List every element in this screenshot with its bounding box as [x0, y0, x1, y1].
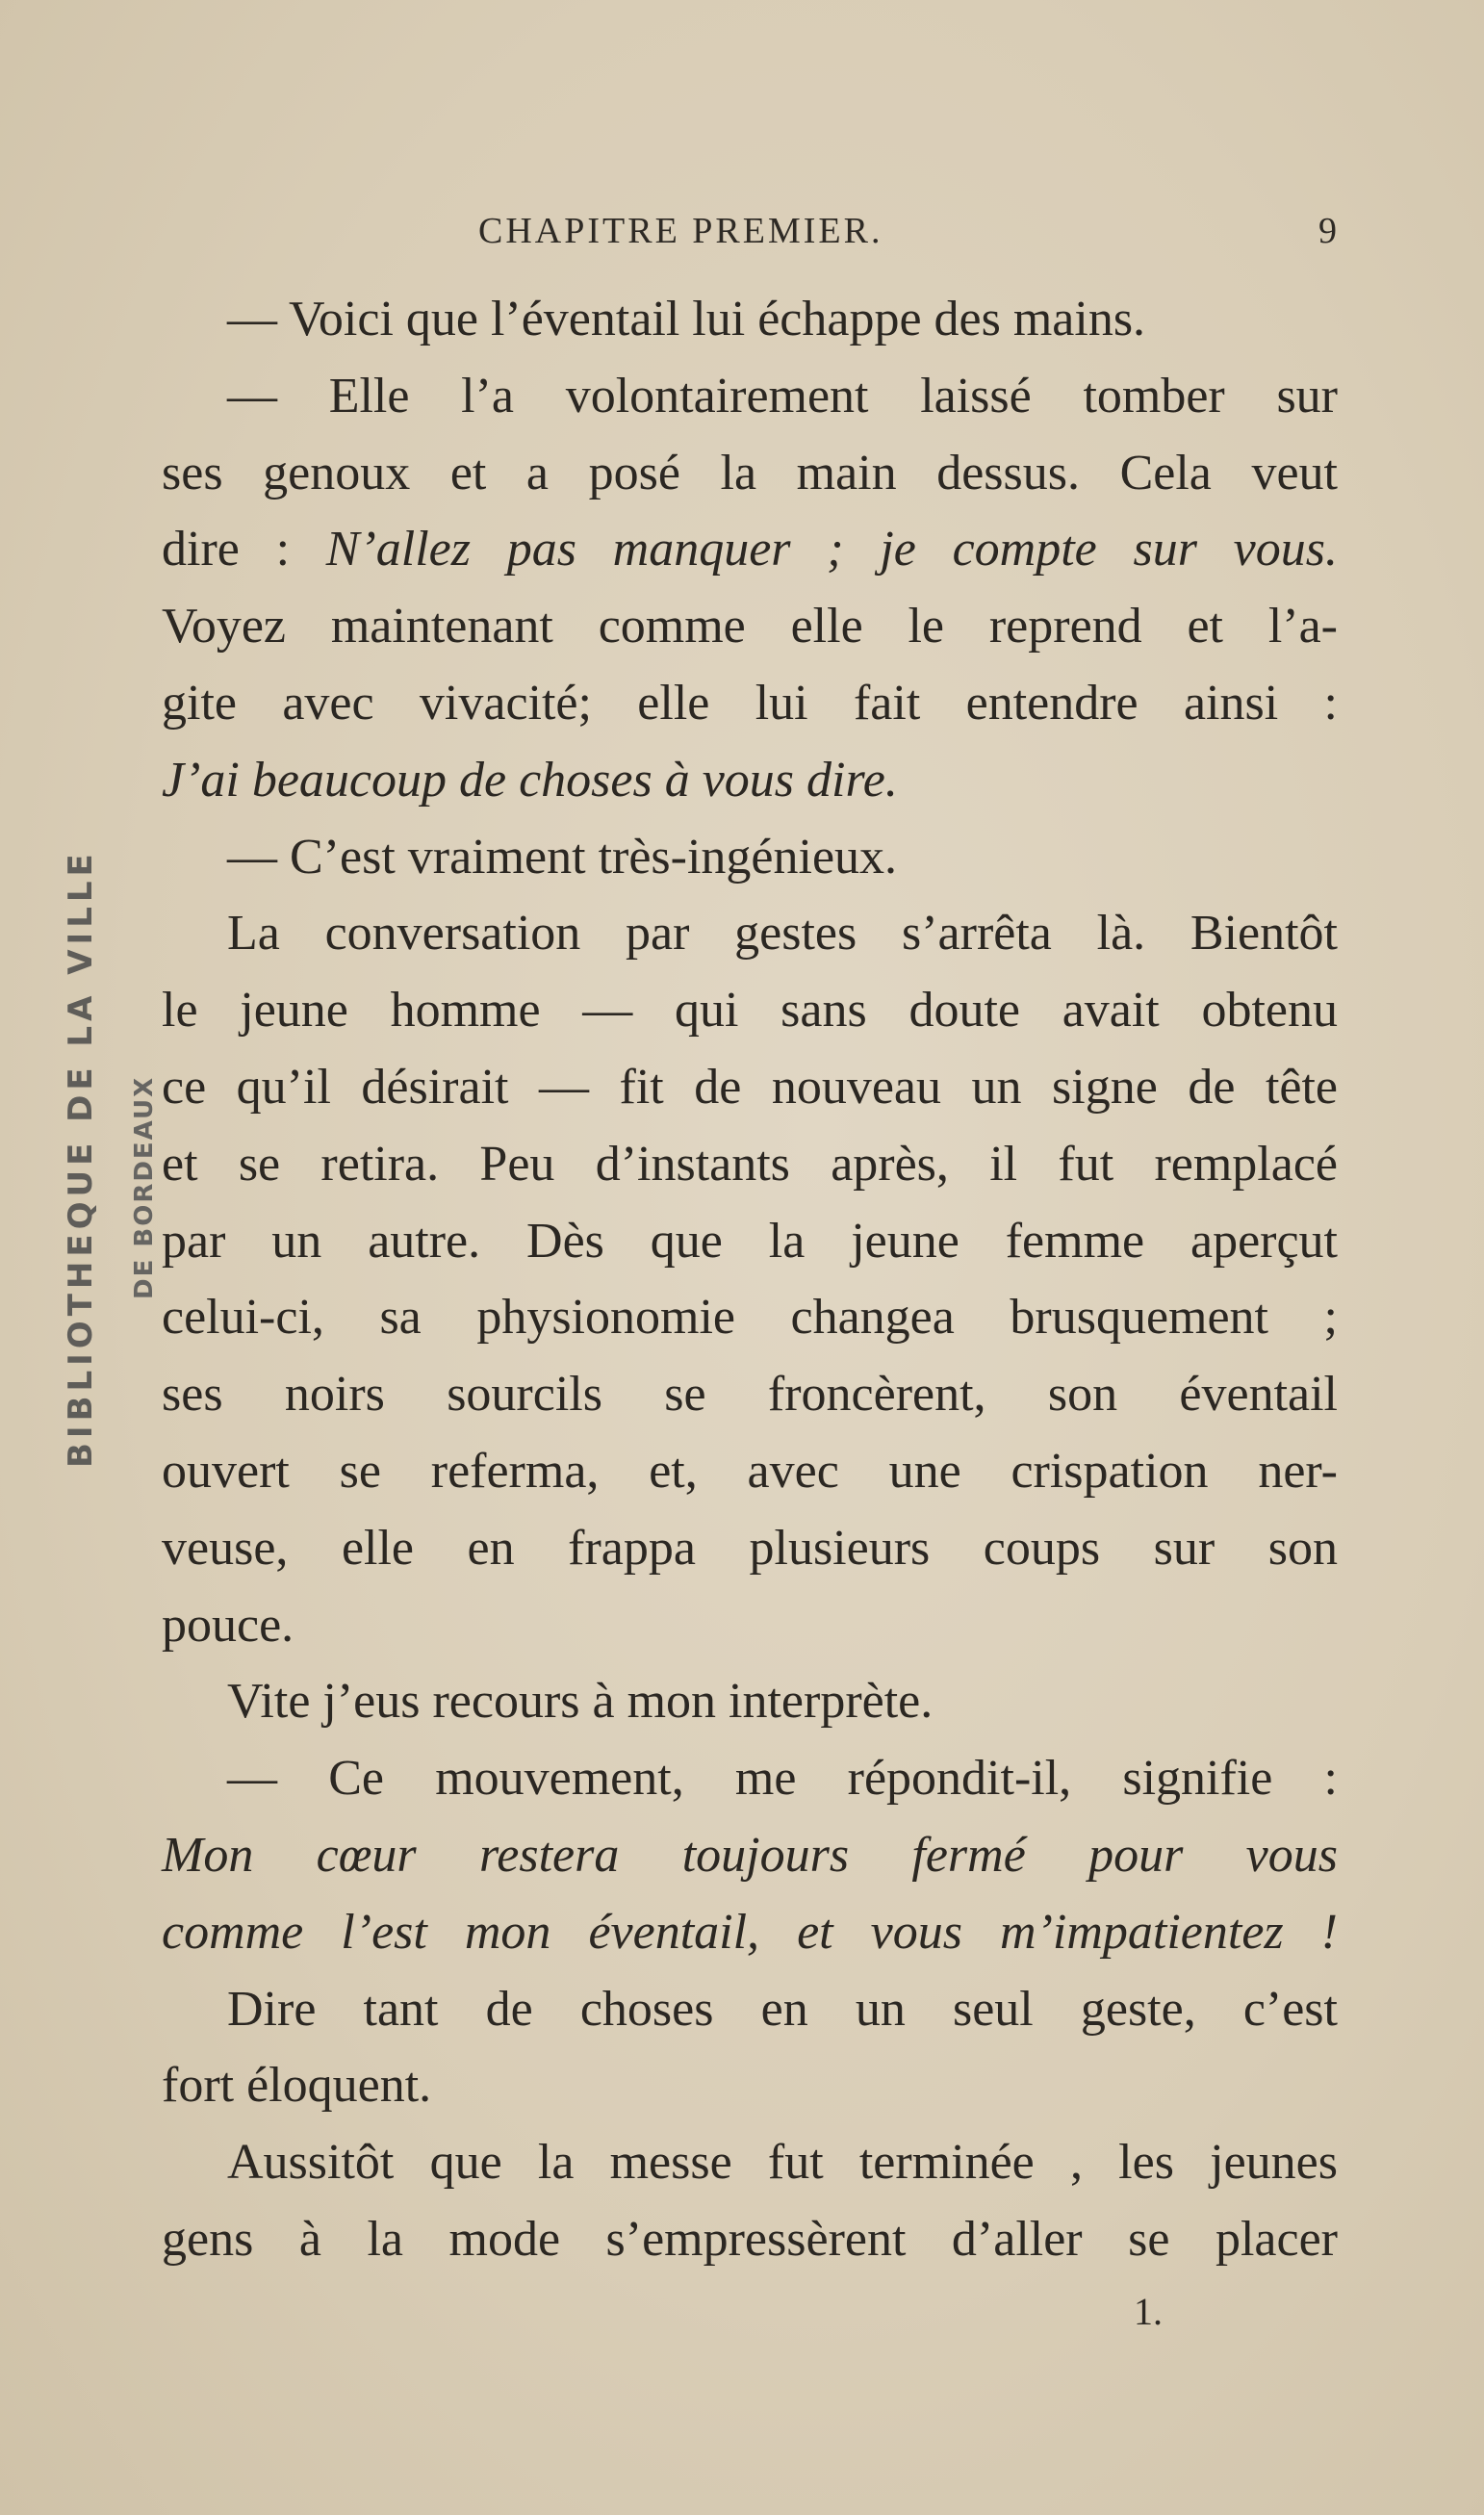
text-line — [162, 511, 1338, 588]
text-line: fort éloquent. — [162, 2058, 432, 2114]
text-line: Voyez maintenant comme elle le reprend et l’a- — [162, 599, 1338, 654]
page-number: 9 — [1318, 211, 1337, 251]
italic-text: N’allez pas manquer ; je compte sur vous. — [325, 522, 1339, 577]
text-line: La conversation par gestes s’arrêta là. Bientôt — [227, 906, 1338, 962]
text-line: ses noirs sourcils se froncèrent, son éventail — [162, 1367, 1338, 1423]
signature-mark: 1. — [1134, 2290, 1163, 2333]
text-line: — Ce mouvement, me répondit-il, signifie : — [227, 1751, 1338, 1807]
text-line: gens à la mode s’empressèrent d’aller se placer — [162, 2211, 1338, 2267]
page-header — [478, 210, 1337, 258]
running-title: CHAPITRE PREMIER. — [478, 211, 883, 251]
text-line: Dire tant de choses en un seul geste, c’est — [227, 1981, 1338, 2037]
text-line: — C’est vraiment très-ingénieux. — [227, 829, 898, 885]
text-line: ses genoux et a posé la main dessus. Cela veut — [162, 445, 1338, 500]
text-line: ce qu’il désirait — fit de nouveau un signe de tête — [162, 1059, 1338, 1115]
text-line: Vite j’eus recours à mon interprète. — [227, 1674, 934, 1730]
text-line: — Elle l’a volontairement laissé tomber sur — [227, 368, 1338, 423]
library-stamp-line-2: DE BORDEAUX — [130, 1075, 159, 1299]
text-line: le jeune homme — qui sans doute avait obtenu — [162, 983, 1338, 1039]
text-line: par un autre. Dès que la jeune femme aperçut — [162, 1213, 1338, 1269]
italic-text-line: J’ai beaucoup de choses à vous dire. — [162, 752, 898, 808]
text-line: — Voici que l’éventail lui échappe des mains. — [227, 292, 1146, 346]
italic-text-line: comme l’est mon éventail, et vous m’impatientez ! — [162, 1904, 1338, 1960]
text-line: pouce. — [162, 1597, 294, 1653]
text-span: dire : — [162, 522, 291, 577]
text-line: veuse, elle en frappa plusieurs coups sur son — [162, 1520, 1338, 1576]
library-stamp-line-1: BIBLIOTHEQUE DE LA VILLE — [62, 849, 100, 1468]
text-line: gite avec vivacité; elle lui fait entendre ainsi : — [162, 675, 1338, 731]
italic-text-line: Mon cœur restera toujours fermé pour vous — [162, 1827, 1338, 1883]
text-line: et se retira. Peu d’instants après, il fut remplacé — [162, 1136, 1338, 1192]
text-line: Aussitôt que la messe fut terminée , les jeunes — [227, 2135, 1338, 2191]
text-line: celui-ci, sa physionomie changea brusquement ; — [162, 1290, 1338, 1346]
text-line: ouvert se referma, et, avec une crispation ner- — [162, 1443, 1338, 1499]
body-text — [162, 281, 1338, 2278]
